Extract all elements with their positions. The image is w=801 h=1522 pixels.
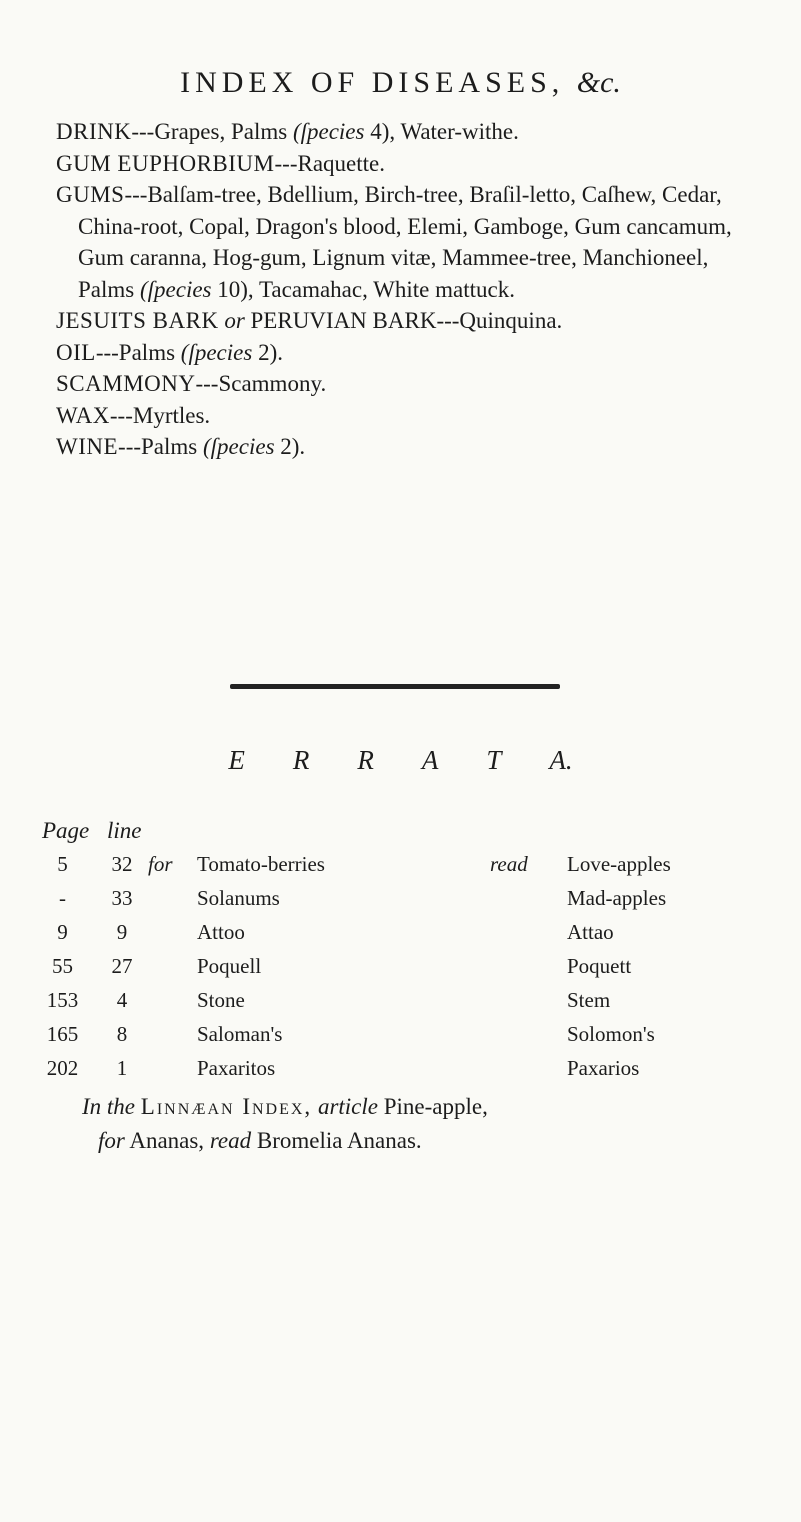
- index-entry: SCAMMONY---Scammony.: [56, 371, 327, 396]
- index-entry: GUMS---Balſam-tree, Bdellium, Birch-tree, Braſil-letto, Caſhew, Cedar, China-root, Copal, Dragon's blood, Elemi, Gamboge, Gum cancamum, Gum caranna, Hog-gum, Lignum vitæ, Mammee-tree, Manchioneel, Palms (ſpecies 10), Tacamahac, White mattuck.: [56, 182, 732, 302]
- errata-letter: R: [357, 745, 374, 775]
- errata-letter: R: [292, 745, 310, 775]
- errata-row: 5 32 for Tomato-berries read Love-apples: [57, 852, 671, 876]
- index-entry: GUM EUPHORBIUM---Raquette.: [56, 150, 385, 176]
- index-entry: DRINK---Grapes, Palms (ſpecies 4), Water-withe.: [56, 119, 519, 144]
- errata-row: 202 1 Paxaritos Paxarios: [46, 1056, 640, 1080]
- errata-table: [0, 852, 801, 1090]
- column-header-page: Page: [42, 818, 90, 843]
- errata-row: - 33 Solanums Mad-apples: [59, 886, 667, 910]
- errata-title: [0, 745, 801, 776]
- errata-row: 165 8 Saloman's Solomon's: [46, 1022, 655, 1046]
- header-etc: &c.: [576, 66, 621, 99]
- header-title: INDEX OF DISEASES,: [180, 66, 565, 99]
- index-entry: WINE---Palms (ſpecies 2).: [56, 434, 306, 459]
- index-entry: OIL---Palms (ſpecies 2).: [56, 339, 283, 365]
- errata-letter: A: [421, 745, 439, 775]
- divider-rule: [230, 684, 560, 689]
- errata-letter: A.: [549, 745, 573, 775]
- page-header: [0, 66, 801, 100]
- index-entry: JESUITS BARK or PERUVIAN BARK---Quinquina.: [56, 308, 563, 333]
- errata-row: 153 4 Stone Stem: [46, 988, 611, 1012]
- errata-letter: E: [228, 745, 245, 775]
- column-header-line: line: [107, 818, 142, 843]
- errata-row: 55 27 Poquell Poquett: [52, 954, 632, 978]
- errata-note: In the Linnæan Index, article Pine-apple, for Ananas, read Bromelia Ananas.: [82, 1094, 488, 1153]
- index-entries: [56, 116, 746, 463]
- linnaean-index-ref: Linnæan Index,: [140, 1094, 313, 1119]
- errata-row: 9 9 Attoo Attao: [57, 920, 614, 944]
- errata-letter: T: [486, 745, 502, 775]
- index-entry: WAX---Myrtles.: [56, 402, 211, 428]
